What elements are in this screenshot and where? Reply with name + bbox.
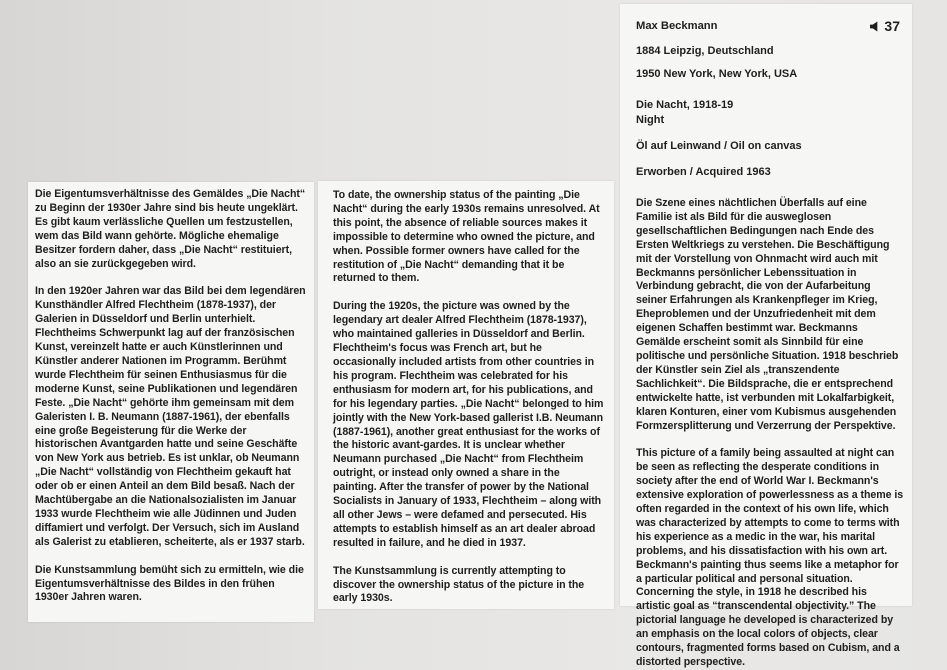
artwork-title: Die Nacht, 1918-19 (636, 99, 734, 111)
provenance-en-paragraph-2: During the 1920s, the picture was owned by the legendary art dealer Alfred Flechtheim (1878-1937), who maintained galleries in Düsseldorf and Berlin. Flechtheim's focus was French art, but he occasionally included artists from other countries in his program. Flechtheim was celebrated for his enthusiasm for modern art, for his publications, and for his legendary parties. „Die Nacht“ belonged to him jointly with the New York-based gallerist I.B. Neumann (1887-1961), another great enthusiast for the works of the historic avant-gardes. It is unclear whether Neumann purchased „Die Nacht“ from Flechtheim outright, or instead only owned a share in the painting. After the transfer of power by the National Socialists in January of 1933, Flechtheim – along with all other Jews – were defamed and persecuted. His attempts to establish himself as an art dealer abroad resulted in failure, and he died in 1937. (333, 300, 604, 549)
provenance-en-paragraph-1: To date, the ownership status of the painting „Die Nacht“ during the early 1930s remains unresolved. At this point, the absence of reliable sources makes it impossible to determine who owned the picture, and when. Possible former owners have called for the restitution of „Die Nacht“ demanding that it be returned to them. (333, 189, 600, 285)
artwork-title-english: Night (636, 114, 665, 126)
description-english: This picture of a family being assaulted at night can be seen as reflecting the desperate conditions in society after the end of World War I. Beckmann's extensive exploration of powerlessness as a theme is often regarded in the context of his own life, which was characterized by attempts to come to terms with his experience as a medic in the war, his marital problems, and his dissatisfaction with his own art. Beckmann's painting thus seems like a metaphor for a particular political and personal situation. Concerning the style, in 1918 he described his artistic goal as “transcendental objectivity.” The pictorial language he developed is characterized by an emphasis on the local colors of objects, clear contours, fragmented forms based on Cubism, and a distorted perspective. (636, 447, 904, 668)
artwork-label-panel (620, 4, 912, 668)
provenance-en-paragraph-3: The Kunstsammlung is currently attempting to discover the ownership status of the picture in the early 1930s. (333, 564, 585, 605)
provenance-panel-english (318, 181, 614, 609)
provenance-de-paragraph-3: Die Kunstsammlung bemüht sich zu ermitteln, wie die Eigentumsverhältnisse des Bildes in den frühen 1930er Jahren waren. (35, 563, 304, 604)
description-german: Die Szene eines nächtlichen Überfalls auf eine Familie ist als Bild für die ausweglosen gesellschaftlichen Bedingungen nach Ende des Ersten Weltkriegs zu verstehen. Die Beschäftigung mit der Vorstellung von Ohnmacht wird auch mit Beckmanns persönlicher Lebenssituation in Verbindung gebracht, die von der Aufarbeitung seiner Erfahrungen als Krankenpfleger im Krieg, Eheproblemen und der Unzufriedenheit mit dem eigenen Schaffen bestimmt war. Beckmanns Gemälde erscheint somit als Sinnbild für eine politische und persönliche Situation. 1918 beschrieb der Künstler sein Ziel als „transzendente Sachlichkeit“. Die Bildsprache, die er entsprechend entwickelte hatte, ist verbunden mit Lokalfarbigkeit, klaren Konturen, einer vom Kubismus ausgehenden Formzersplitterung und Verzerrung der Perspektive. (636, 197, 899, 432)
provenance-de-paragraph-2: In den 1920er Jahren war das Bild bei dem legendären Kunsthändler Alfred Flechtheim (1878-1937), der Galerien in Düsseldorf und Berlin unterhielt. Flechtheims Schwerpunkt lag auf der französischen Kunst, vereinzelt hatte er auch Künstlerinnen und Künstler anderer Nationen im Programm. Berühmt wurde Flechtheim für seinen Enthusiasmus für die moderne Kunst, seine Publikationen und legendären Feste. „Die Nacht“ gehörte ihm gemeinsam mit dem Galeristen I. B. Neumann (1887-1961), der ebenfalls eine große Begeisterung für die Werke der historischen Avantgarden hatte und seine Geschäfte von New York aus betrieb. Es ist unklar, ob Neumann „Die Nacht“ vollständig von Flechtheim gekauft hat oder ob er einen Anteil an dem Bild besaß. Nach der Machtübergabe an die Nationalsozialisten im Januar 1933 wurde Flechtheim wie alle Jüdinnen und Juden diffamiert und verfolgt. Der Versuch, sich im Ausland als Galerist zu etablieren, scheiterte, als er 1937 starb. (35, 285, 306, 548)
provenance-de-paragraph-1: Die Eigentumsverhältnisse des Gemäldes „Die Nacht“ zu Beginn der 1930er Jahre sind bis heute ungeklärt. Es gibt kaum verlässliche Quellen um festzustellen, wem das Bild wann gehörte. Mögliche ehemalige Besitzer fordern daher, dass „Die Nacht“ restituiert, also an sie zurückgegeben wird. (35, 188, 306, 270)
artist-name: Max Beckmann (636, 20, 718, 32)
artwork-acquired: Erworben / Acquired 1963 (636, 166, 771, 178)
artwork-medium: Öl auf Leinwand / Oil on canvas (636, 140, 802, 152)
artist-death: 1950 New York, New York, USA (636, 68, 798, 80)
artist-header-row (636, 18, 904, 34)
provenance-panel-german (28, 182, 314, 622)
audio-guide-badge (870, 18, 900, 34)
audio-guide-number: 37 (884, 18, 900, 34)
speaker-icon (870, 21, 881, 32)
artist-birth: 1884 Leipzig, Deutschland (636, 45, 774, 57)
